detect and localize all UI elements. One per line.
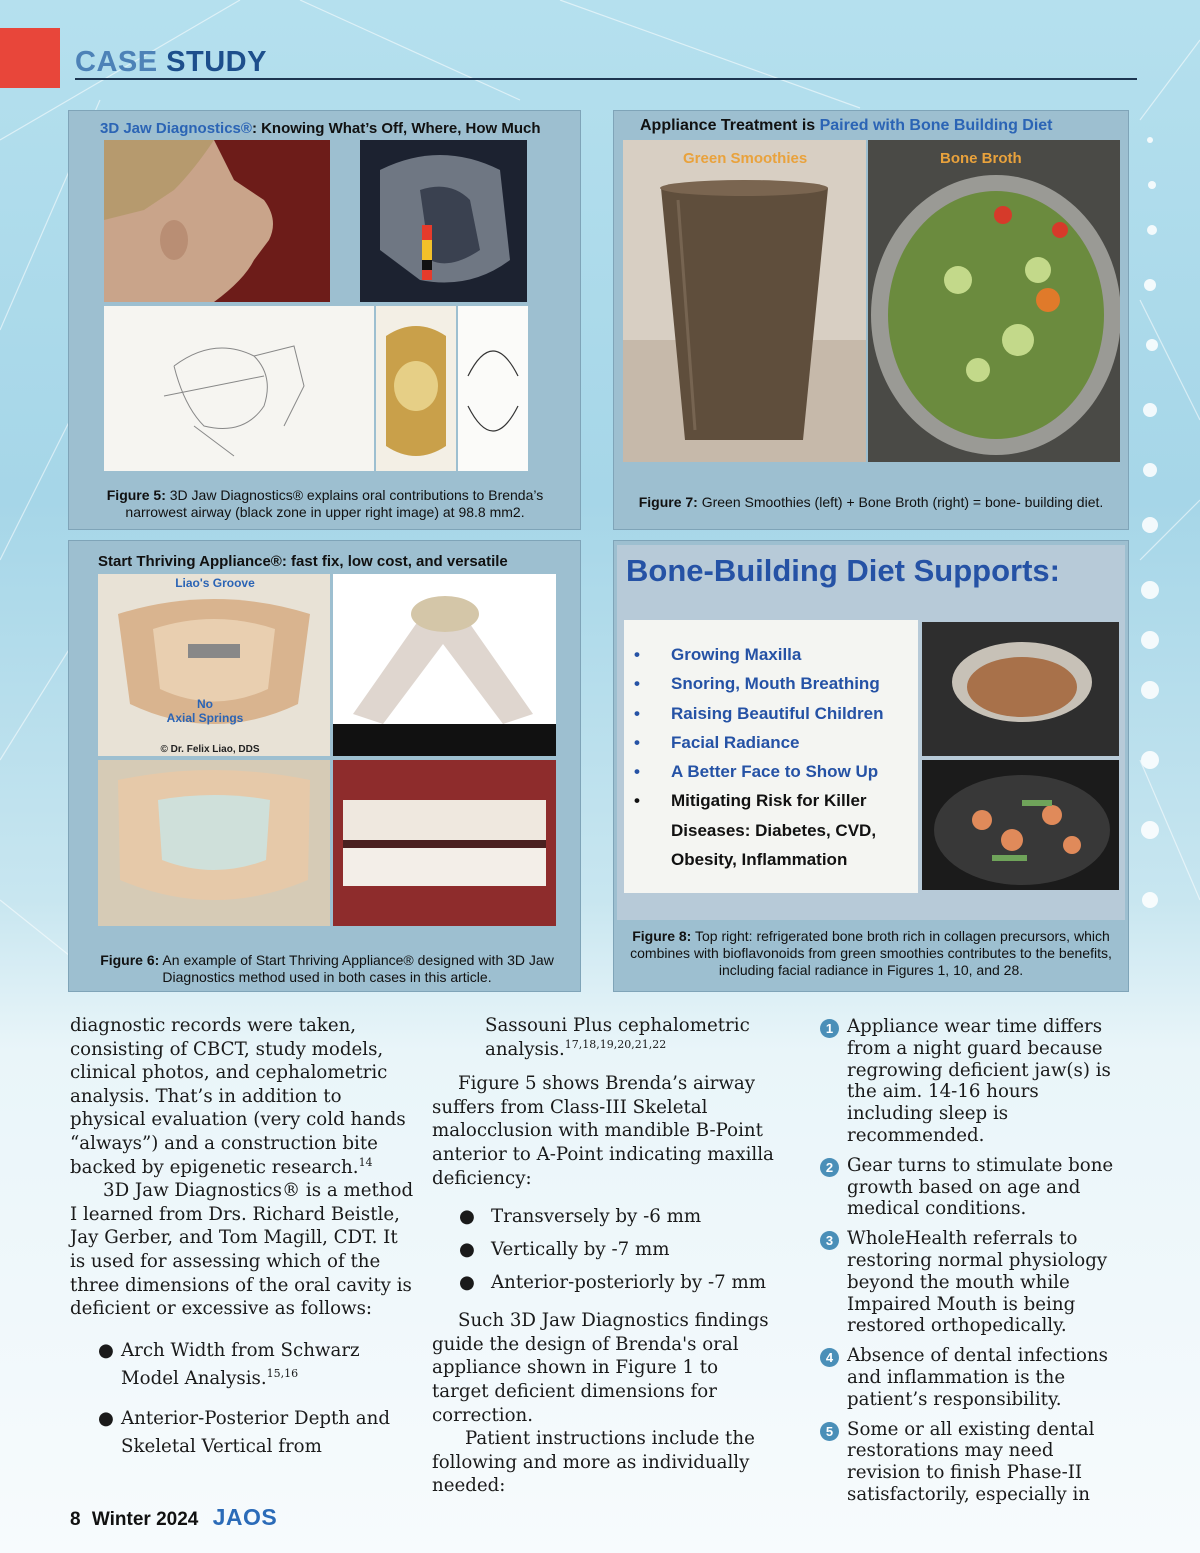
shrimp-stirfry-photo [922,760,1119,890]
deficiency-bullet-text: Vertically by -7 mm [491,1239,670,1261]
number-badge: 4 [820,1348,839,1367]
instruction-item [820,1345,1120,1410]
bullet-dot: ● [459,1206,475,1228]
header-rule [75,78,1137,80]
appliance-top-photo [98,574,330,756]
bullet-dot: ● [98,1407,114,1429]
column-2-paragraph-text: Sassouni Plus cephalometric analysis. [485,1015,750,1060]
instruction-text: Gear turns to stimulate bone growth based on age and medical conditions. [847,1154,1114,1220]
deficiency-bullet [432,1266,777,1299]
ceph-tracing-image [104,306,374,471]
deficiency-bullet-text: Anterior-posteriorly by -7 mm [491,1272,766,1294]
figure-7-caption-label: Figure 7: [638,494,698,510]
figure-6-caption [92,952,562,986]
column-1-paragraph: 3D Jaw Diagnostics® is a method I learned from Drs. Richard Beistle, Jay Gerber, and Tom Magill, CDT. It is used for assessing which of the three dimensions of the oral cavity is deficient or excessive as follows: [70,1180,414,1320]
dental-chart-image [458,306,528,471]
benefit-item: • Mitigating Risk for Killer Diseases: Diabetes, CVD, Obesity, Inflammation [630,786,908,874]
copyright-label: © Dr. Felix Liao, DDS [160,744,260,755]
deficiency-bullet-text: Transversely by -6 mm [491,1206,702,1228]
page-number: 8 [70,1509,81,1530]
figure-5-caption-label: Figure 5: [106,487,166,503]
body-column-1 [70,1014,415,1461]
appliance-side-photo [333,574,556,756]
figure-5-title-rest: : Knowing What’s Off, Where, How Much [251,120,541,137]
figure-7-caption [616,494,1126,511]
liaos-groove-label: Liao's Groove [175,576,255,590]
benefit-item: • Facial Radiance [630,728,920,757]
page-footer [70,1504,277,1531]
journal-name: JAOS [212,1504,278,1530]
figure-7-caption-text: Green Smoothies (left) + Bone Broth (right) = bone- building diet. [697,494,1104,510]
bone-broth-bowl-photo [922,622,1119,756]
footnote-ref: 14 [358,1155,373,1169]
number-badge: 5 [820,1422,839,1441]
figure-7-title-blue: Paired with Bone Building Diet [819,117,1053,134]
figure-6-caption-text: An example of Start Thriving Appliance® designed with 3D Jaw Diagnostics method used in both cases in this article. [159,952,554,985]
figure-7-title [640,117,1053,135]
bone-broth-photo [868,140,1120,462]
benefit-item: • A Better Face to Show Up [630,757,920,786]
bone-broth-label: Bone Broth [940,150,1022,167]
section-header-study: STUDY [166,46,267,78]
body-column-2 [432,1014,777,1498]
column-2-paragraph: Such 3D Jaw Diagnostics findings guide the design of Brenda's oral appliance shown in Figure 1 to target deficient dimensions for correction. [432,1310,769,1426]
bullet-dot: ● [459,1239,475,1261]
dimension-bullet-text: Arch Width from Schwarz Model Analysis. [121,1339,360,1389]
figure-8-caption [622,928,1120,979]
column-1-paragraph-text: diagnostic records were taken, consisting of CBCT, study models, clinical photos, and cephalometric analysis. That’s in addition to physical evaluation (very cold hands “always”) and a construction bite backed by epigenetic research. [70,1015,406,1178]
benefit-item: • Raising Beautiful Children [630,699,920,728]
no-axial-springs-label: No Axial Springs [166,697,244,725]
number-badge: 2 [820,1158,839,1177]
instruction-item [820,1419,1120,1506]
section-header-case: CASE [75,46,158,78]
figure-8-caption-label: Figure 8: [632,928,692,944]
bullet-dot: ● [98,1339,114,1361]
figure-5-caption [80,487,570,521]
patient-instructions-list [820,1016,1120,1506]
study-model-image [376,306,456,471]
section-color-tab [0,28,60,88]
dimension-bullet [70,1337,415,1393]
figure-8-benefit-list [630,640,920,874]
profile-photo [104,140,330,302]
issue-label: Winter 2024 [91,1509,199,1530]
benefit-item: • Growing Maxilla [630,640,920,669]
footnote-ref: 17,18,19,20,21,22 [564,1037,667,1051]
dimension-bullet-text: Anterior-Posterior Depth and Skeletal Vertical from [121,1407,391,1457]
instruction-text: WholeHealth referrals to restoring normal physiology beyond the mouth while Impaired Mouth is being restored orthopedically. [847,1228,1108,1337]
deficiency-bullet [432,1233,777,1266]
instruction-text: Appliance wear time differs from a night guard because regrowing deficient jaw(s) is the aim. 14-16 hours including sleep is recommended. [847,1016,1111,1146]
instruction-item [820,1016,1120,1147]
column-1-paragraph [70,1014,415,1179]
figure-8-caption-text: Top right: refrigerated bone broth rich in collagen precursors, which combines with bioflavonoids from green smoothies contributes to the benefits, including facial radiance in Figures 1, 10, and 28. [630,928,1112,978]
column-2-paragraph [432,1014,777,1061]
column-2-paragraph: Figure 5 shows Brenda’s airway suffers from Class-III Skeletal malocclusion with mandible B-Point anterior to A-Point indicating maxilla deficiency: [432,1073,774,1189]
number-badge: 1 [820,1019,839,1038]
deficiency-bullet [432,1200,777,1233]
footnote-ref: 15,16 [266,1366,299,1380]
section-header [75,46,267,79]
figure-6-title: Start Thriving Appliance®: fast fix, low cost, and versatile [98,553,508,570]
figure-6-caption-label: Figure 6: [100,952,160,968]
number-badge: 3 [820,1231,839,1250]
appliance-in-mouth-photo [333,760,556,926]
figure-5-caption-text: 3D Jaw Diagnostics® explains oral contributions to Brenda’s narrowest airway (black zone in upper right image) at 98.8 mm2. [125,487,544,520]
instruction-item [820,1228,1120,1337]
bullet-dot: ● [459,1272,475,1294]
instruction-item [820,1155,1120,1220]
benefit-item: • Snoring, Mouth Breathing [630,669,920,698]
figure-8-heading: Bone-Building Diet Supports: [626,553,1060,588]
green-smoothies-label: Green Smoothies [683,150,808,167]
appliance-lower-photo [98,760,330,926]
column-2-paragraph: Patient instructions include the following and more as individually needed: [432,1428,755,1497]
cbct-scan-image [360,140,527,302]
instruction-text: Absence of dental infections and inflammation is the patient’s responsibility. [847,1345,1108,1410]
dimension-bullet [70,1405,415,1461]
figure-5-title-brand: 3D Jaw Diagnostics® [100,120,252,137]
green-smoothie-photo [623,140,866,462]
figure-5-title [100,120,541,137]
figure-7-title-black: Appliance Treatment is [640,117,820,134]
instruction-text: Some or all existing dental restorations may need revision to finish Phase-II satisfactorily, especially in [847,1418,1095,1505]
